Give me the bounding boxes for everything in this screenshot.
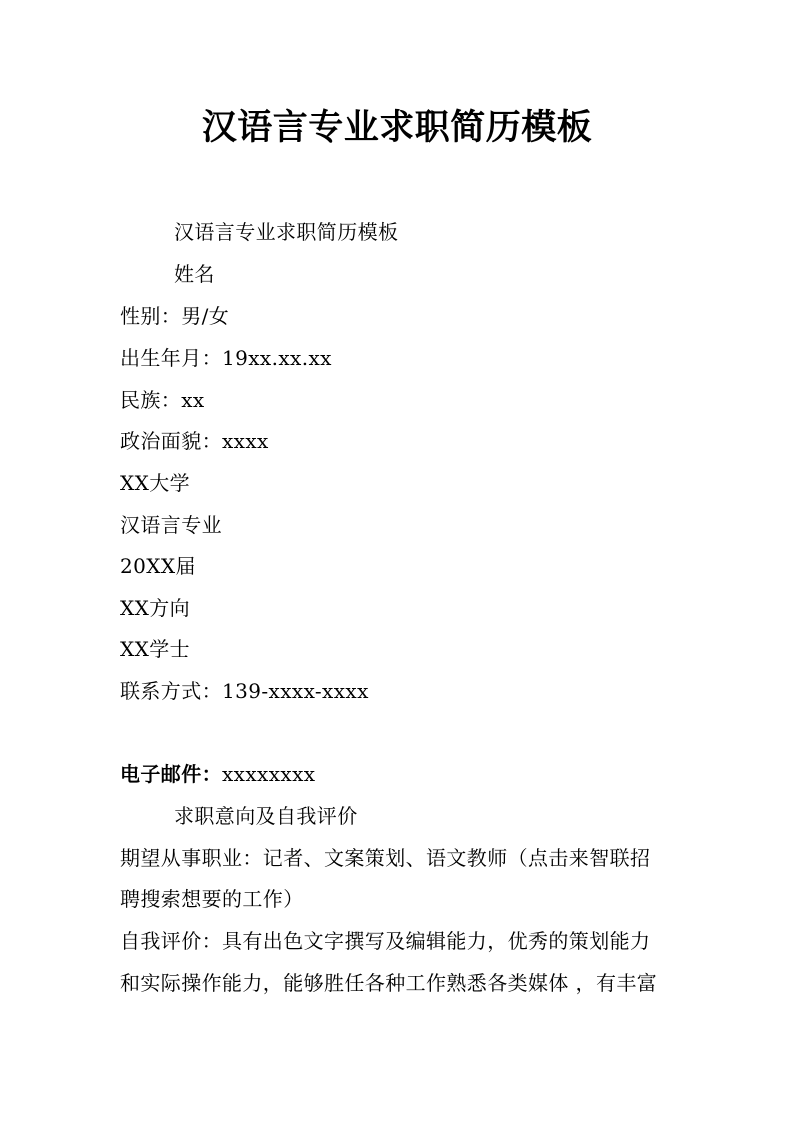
document-title: 汉语言专业求职简历模板 xyxy=(201,107,593,148)
self-eval-line-2: 和实际操作能力，能够胜任各种工作熟悉各类媒体 ，有丰富 xyxy=(120,971,658,995)
birth-line: 出生年月：19xx.xx.xx xyxy=(120,346,332,370)
graduation-year-line: 20XX届 xyxy=(120,554,196,578)
email-line xyxy=(120,760,315,788)
degree-line: XX学士 xyxy=(120,637,191,661)
desired-job-line-1: 期望从事职业：记者、文案策划、语文教师（点击来智联招 xyxy=(120,846,651,870)
contact-line: 联系方式：139-xxxx-xxxx xyxy=(120,679,369,703)
desired-job-line-2: 聘搜索想要的工作） xyxy=(120,887,304,911)
email-value: xxxxxxxx xyxy=(222,762,316,786)
gender-line: 性别：男/女 xyxy=(120,304,230,328)
section-heading: 求职意向及自我评价 xyxy=(174,804,358,828)
major-line: 汉语言专业 xyxy=(120,513,222,537)
email-label: 电子邮件： xyxy=(120,762,222,786)
subtitle: 汉语言专业求职简历模板 xyxy=(174,220,399,244)
university-line: XX大学 xyxy=(120,471,191,495)
political-status-line: 政治面貌：xxxx xyxy=(120,429,269,453)
name-label: 姓名 xyxy=(174,262,215,286)
direction-line: XX方向 xyxy=(120,596,191,620)
ethnicity-line: 民族：xx xyxy=(120,388,205,412)
self-eval-line-1: 自我评价：具有出色文字撰写及编辑能力，优秀的策划能力 xyxy=(120,929,651,953)
